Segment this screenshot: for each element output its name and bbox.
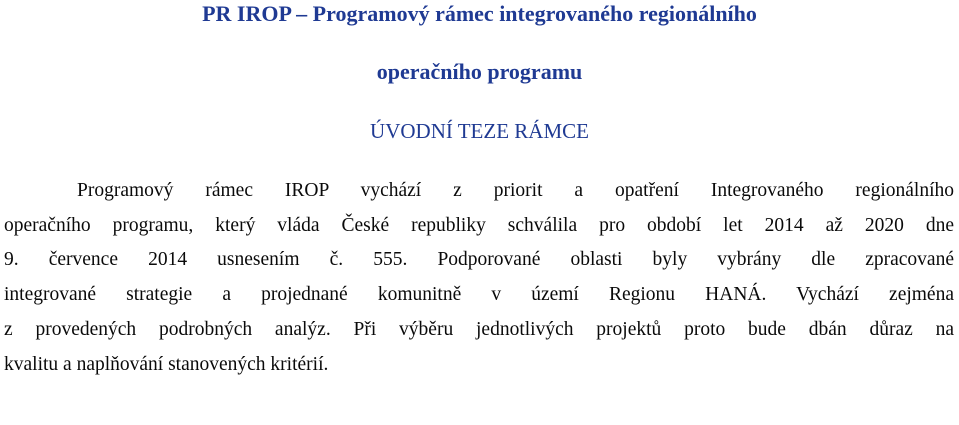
paragraph-line: z provedených podrobných analýz. Při výběru jednotlivých projektů proto bude dbán důraz na: [4, 318, 954, 340]
section-heading: ÚVODNÍ TEZE RÁMCE: [370, 119, 589, 143]
document-title-line-1: PR IROP – Programový rámec integrovaného regionálního: [202, 1, 757, 26]
paragraph-line: Programový rámec IROP vychází z priorit a opatření Integrovaného regionálního: [77, 180, 954, 201]
paragraph-line: kvalitu a naplňování stanovených kritérií.: [4, 353, 329, 375]
paragraph-line: operačního programu, který vláda České republiky schválila pro období let 2014 až 2020 dne: [4, 214, 954, 236]
paragraph-line: integrované strategie a projednané komunitně v území Regionu HANÁ. Vychází zejména: [4, 284, 954, 306]
document-title-line-2: operačního programu: [376, 59, 583, 84]
intro-paragraph: [4, 174, 954, 382]
paragraph-line: 9. července 2014 usnesením č. 555. Podporované oblasti byly vybrány dle zpracované: [4, 249, 954, 271]
